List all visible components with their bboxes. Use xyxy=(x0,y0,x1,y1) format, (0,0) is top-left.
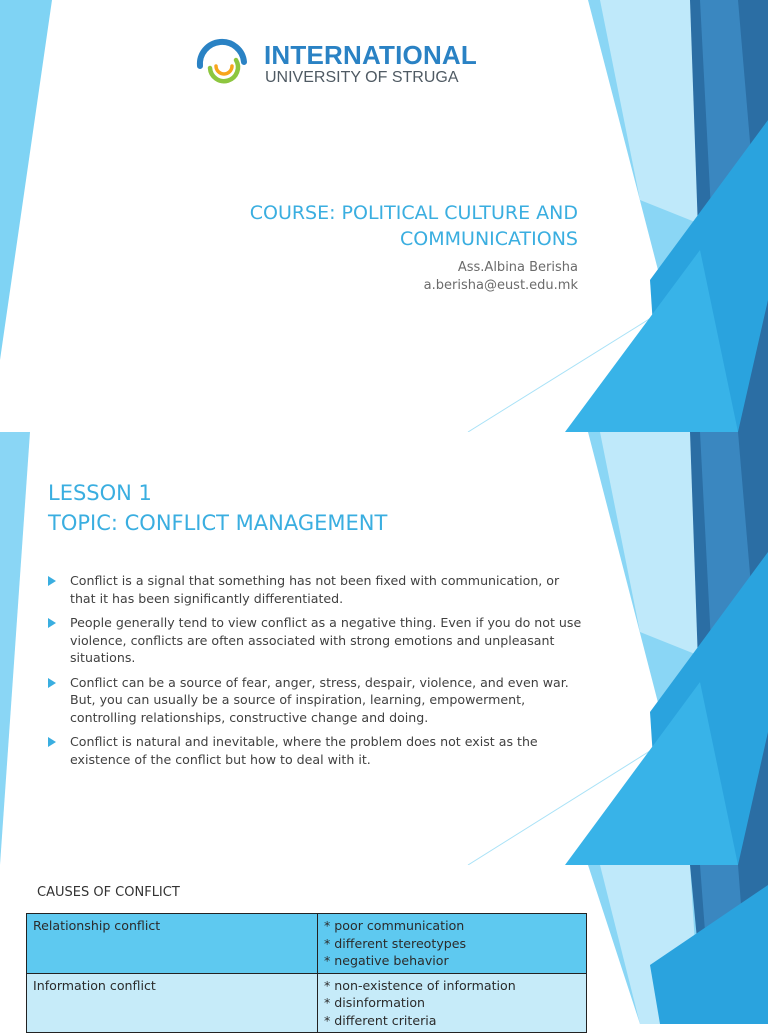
list-item: People generally tend to view conflict as a negative thing. Even if you do not use violence, conflicts are often associated with strong emotions and unpleasant situations. xyxy=(48,614,588,667)
title-slide xyxy=(0,0,768,432)
triangle-bullet-icon xyxy=(48,576,56,586)
author-email: a.berisha@eust.edu.mk xyxy=(423,278,578,293)
causes-cell: * non-existence of information * disinformation * different criteria xyxy=(318,973,587,1033)
list-item: Conflict is a signal that something has not been fixed with communication, or that it has been significantly differentiated. xyxy=(48,572,588,607)
list-item: Conflict can be a source of fear, anger, stress, despair, violence, and even war. But, you can usually be a source of inspiration, learning, empowerment, controlling relationships, constructive change and doing. xyxy=(48,674,588,727)
author-block xyxy=(278,259,578,295)
causes-table xyxy=(26,913,587,1033)
course-title-line1: COURSE: POLITICAL CULTURE AND xyxy=(249,202,578,224)
triangle-bullet-icon xyxy=(48,737,56,747)
list-item: Conflict is natural and inevitable, where the problem does not exist as the existence of the conflict but how to deal with it. xyxy=(48,733,588,768)
lesson-number: LESSON 1 xyxy=(48,481,152,505)
logo-title: INTERNATIONAL xyxy=(264,40,477,70)
causes-cell: * poor communication * different stereotypes * negative behavior xyxy=(318,914,587,974)
course-title-line2: COMMUNICATIONS xyxy=(400,228,578,250)
triangle-bullet-icon xyxy=(48,678,56,688)
course-title xyxy=(158,200,578,252)
table-row xyxy=(27,914,587,974)
bullet-list xyxy=(48,572,588,775)
logo-subtitle: UNIVERSITY OF STRUGA xyxy=(265,69,459,86)
lesson-topic: TOPIC: CONFLICT MANAGEMENT xyxy=(48,511,388,535)
lesson-heading xyxy=(48,478,387,538)
conflict-type-cell: Information conflict xyxy=(27,973,318,1033)
conflict-type-cell: Relationship conflict xyxy=(27,914,318,974)
triangle-bullet-icon xyxy=(48,618,56,628)
author-name: Ass.Albina Berisha xyxy=(457,260,578,275)
causes-heading: CAUSES OF CONFLICT xyxy=(37,885,180,900)
